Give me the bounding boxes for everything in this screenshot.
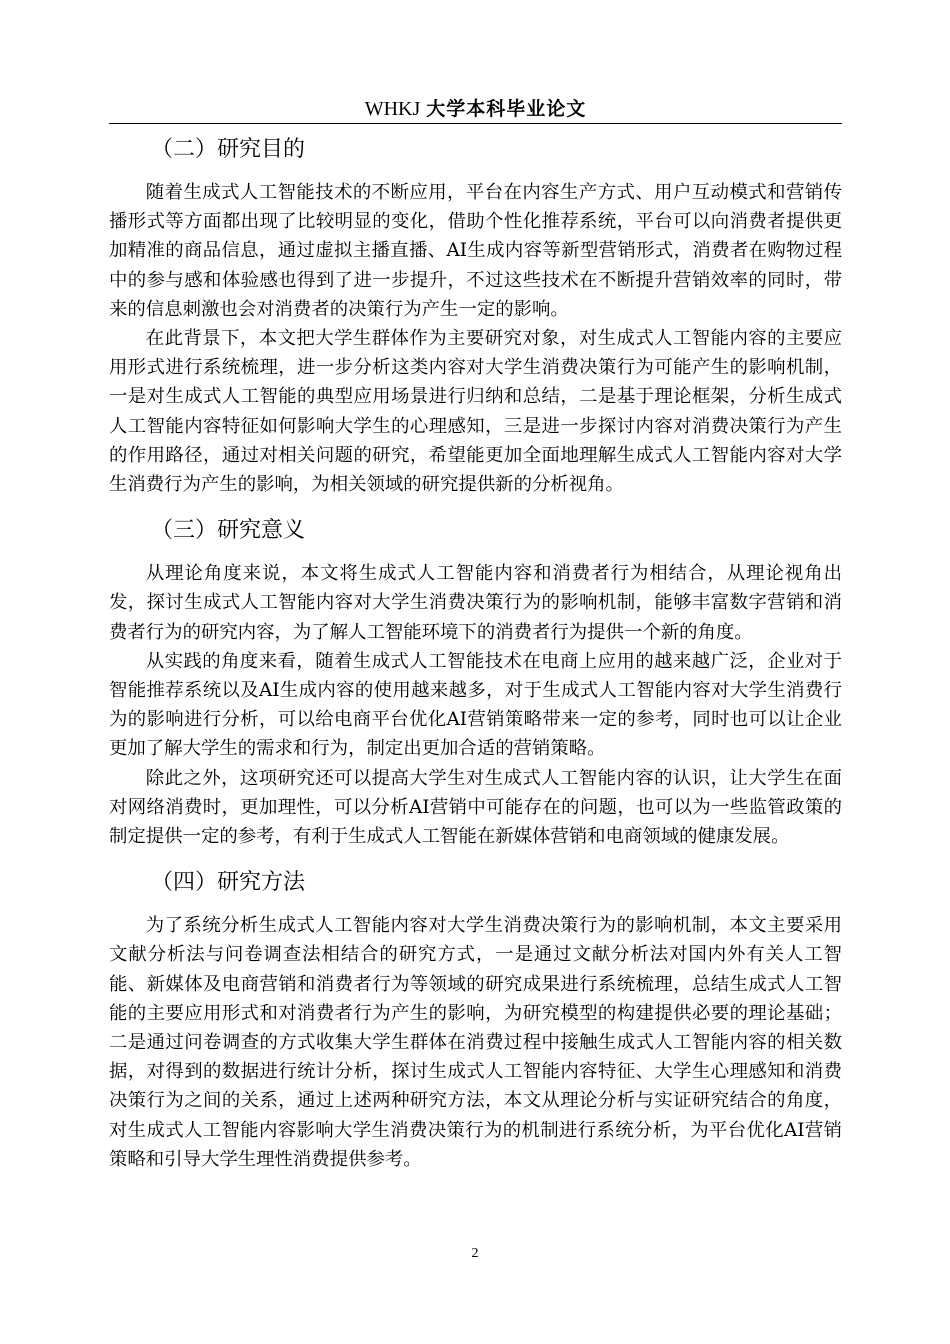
page-number: 2: [471, 1246, 479, 1261]
document-body: [109, 130, 842, 1174]
paragraph: 除此之外，这项研究还可以提高大学生对生成式人工智能内容的认识，让大学生在面对网络消费时，更加理性，可以分析AI营销中可能存在的问题，也可以为一些监管政策的制定提供一定的参考，有利于生成式人工智能在新媒体营销和电商领域的健康发展。: [109, 767, 842, 848]
page-header: [109, 96, 842, 122]
paragraph: 随着生成式人工智能技术的不断应用，平台在内容生产方式、用户互动模式和营销传播形式等方面都出现了比较明显的变化，借助个性化推荐系统，平台可以向消费者提供更加精准的商品信息，通过虚拟主播直播、AI生成内容等新型营销形式，消费者在购物过程中的参与感和体验感也得到了进一步提升，不过这些技术在不断提升营销效率的同时，带来的信息刺激也会对消费者的决策行为产生一定的影响。: [109, 182, 842, 320]
paragraph: 从实践的角度来看，随着生成式人工智能技术在电商上应用的越来越广泛，企业对于智能推荐系统以及AI生成内容的使用越来越多，对于生成式人工智能内容对大学生消费行为的影响进行分析，可以给电商平台优化AI营销策略带来一定的参考，同时也可以让企业更加了解大学生的需求和行为，制定出更加合适的营销策略。: [109, 650, 842, 760]
paragraph: 为了系统分析生成式人工智能内容对大学生消费决策行为的影响机制，本文主要采用文献分析法与问卷调查法相结合的研究方式，一是通过文献分析法对国内外有关人工智能、新媒体及电商营销和消费者行为等领域的研究成果进行系统梳理，总结生成式人工智能的主要应用形式和对消费者行为产生的影响，为研究模型的构建提供必要的理论基础；二是通过问卷调查的方式收集大学生群体在消费过程中接触生成式人工智能内容的相关数据，对得到的数据进行统计分析，探讨生成式人工智能内容特征、大学生心理感知和消费决策行为之间的关系，通过上述两种研究方法，本文从理论分析与实证研究结合的角度，对生成式人工智能内容影响大学生消费决策行为的机制进行系统分析，为平台优化AI营销策略和引导大学生理性消费提供参考。: [109, 915, 842, 1170]
section-research-purpose: [109, 130, 842, 499]
section-heading: （二）研究目的: [151, 137, 306, 162]
section-heading: （四）研究方法: [151, 870, 306, 896]
paragraph: 从理论角度来说，本文将生成式人工智能内容和消费者行为相结合，从理论视角出发，探讨生成式人工智能内容对大学生消费决策行为的影响机制，能够丰富数字营销和消费者行为的研究内容，为了解人工智能环境下的消费者行为提供一个新的角度。: [109, 563, 842, 643]
section-research-significance: [109, 511, 842, 851]
section-research-methods: [109, 863, 842, 1174]
header-code: WHKJ: [364, 98, 421, 120]
header-rule: [109, 123, 842, 124]
section-heading: （三）研究意义: [151, 518, 306, 544]
header-title: 大学本科毕业论文: [426, 98, 587, 120]
paragraph: 在此背景下，本文把大学生群体作为主要研究对象，对生成式人工智能内容的主要应用形式进行系统梳理，进一步分析这类内容对大学生消费决策行为可能产生的影响机制，一是对生成式人工智能的典型应用场景进行归纳和总结，二是基于理论框架，分析生成式人工智能内容特征如何影响大学生的心理感知，三是进一步探讨内容对消费决策行为产生的作用路径，通过对相关问题的研究，希望能更加全面地理解生成式人工智能内容对大学生消费行为产生的影响，为相关领域的研究提供新的分析视角。: [109, 328, 842, 496]
